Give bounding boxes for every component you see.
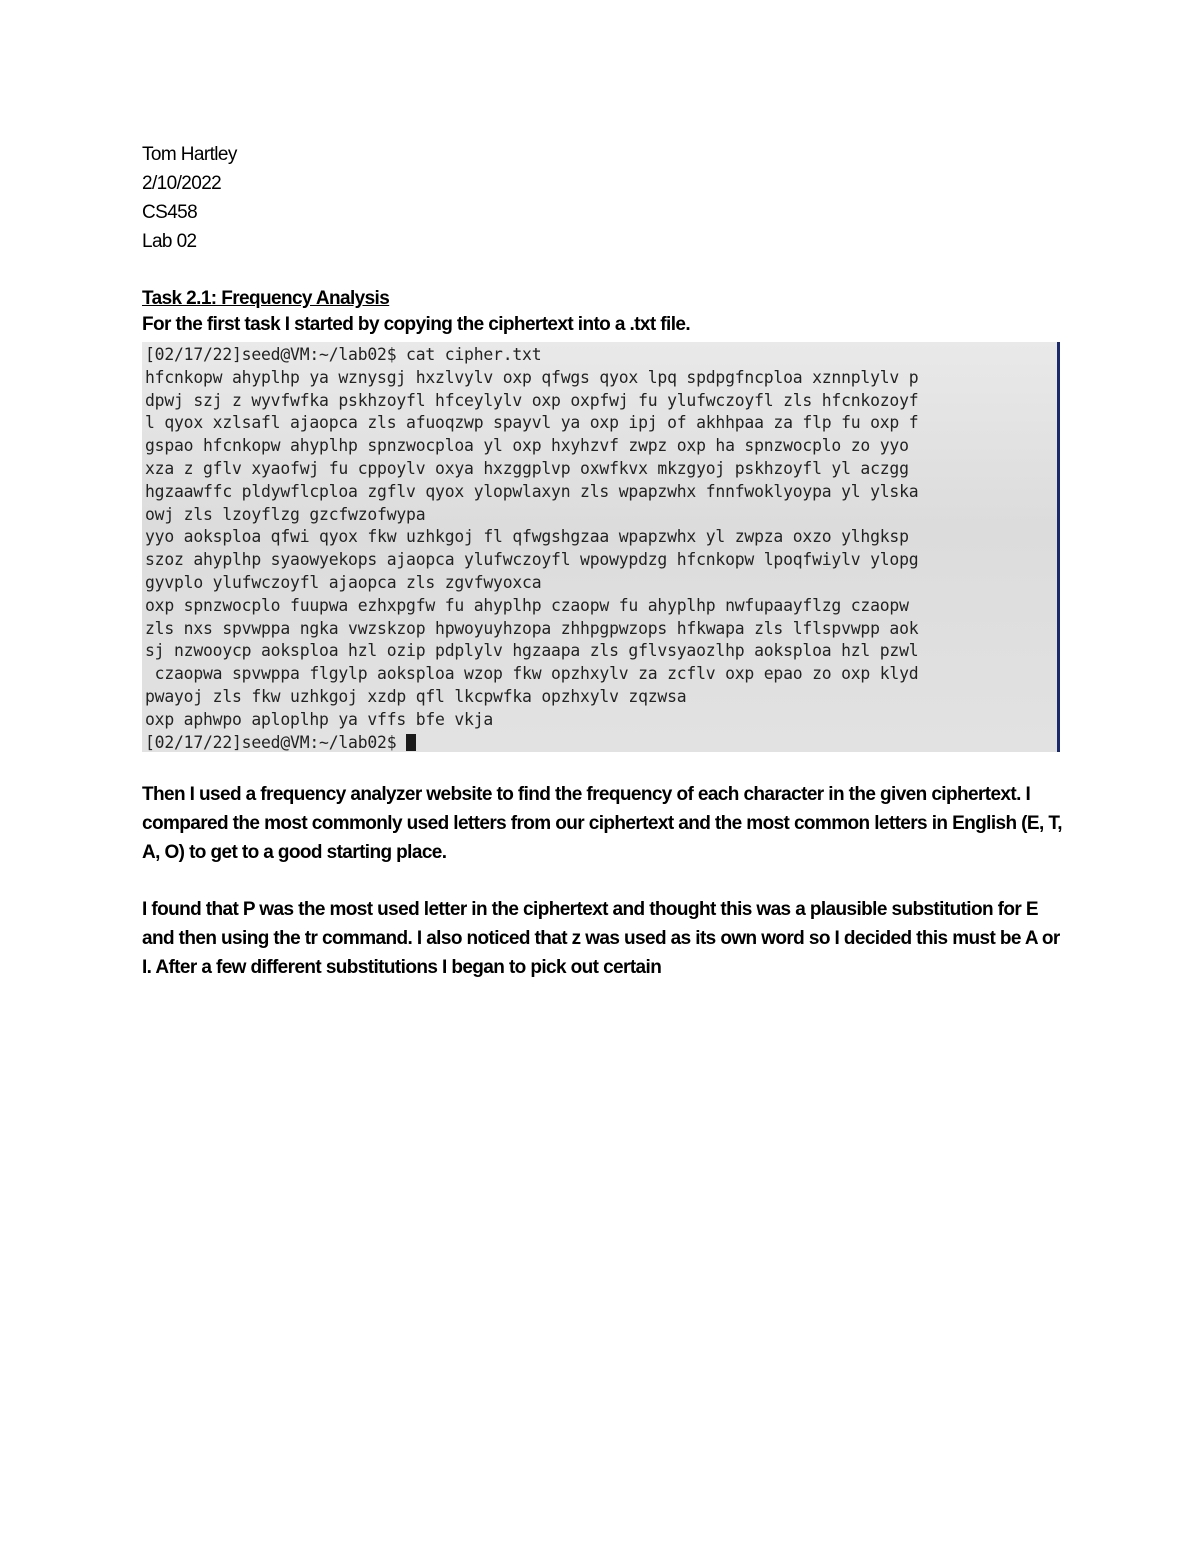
scrollbar-marker	[1057, 746, 1060, 752]
terminal-output	[145, 367, 1057, 732]
terminal-output-line: gspao hfcnkopw ahyplhp spnzwocploa yl oxp hxyhzvf zwpz oxp ha spnzwocplo zo yyo	[145, 436, 909, 456]
terminal-screenshot	[142, 342, 1060, 752]
lab-number: Lab 02	[142, 231, 197, 252]
paragraph-substitution: I found that P was the most used letter in the ciphertext and thought this was a plausible substitution for E and then using the tr command. I also noticed that z was used as its own word so I decided this must be A or I. After a few different substitutions I began to pick out certain	[142, 899, 1060, 978]
terminal-output-line: xza z gflv xyaofwj fu cppoylv oxya hxzggplvp oxwfkvx mkzgyoj pskhzoyfl yl aczgg	[145, 458, 909, 478]
paragraph-frequency-analyzer: Then I used a frequency analyzer website to find the frequency of each character in the given ciphertext. I compared the most commonly used letters from our ciphertext and the most common letters in English (E, T, A, O) to get to a good starting place.	[142, 784, 1062, 863]
task-intro-text: For the first task I started by copying the ciphertext into a .txt file.	[142, 314, 691, 335]
terminal-output-line: oxp aphwpo aploplhp ya vffs bfe vkja	[145, 709, 494, 729]
terminal-command-line: [02/17/22]seed@VM:~/lab02$ cat cipher.txt	[145, 345, 542, 364]
terminal-output-line: gyvplo ylufwczoyfl ajaopca zls zgvfwyoxca	[145, 572, 542, 592]
author-name: Tom Hartley	[142, 144, 237, 165]
terminal-output-line: hfcnkopw ahyplhp ya wznysgj hxzlvylv oxp qfwgs qyox lpq spdpgfncploa xznnplylv p	[145, 367, 919, 387]
terminal-cursor	[406, 734, 416, 751]
course-code: CS458	[142, 202, 198, 223]
terminal-prompt	[145, 732, 1057, 752]
terminal-prompt-text: [02/17/22]seed@VM:~/lab02$	[145, 732, 407, 752]
document-date: 2/10/2022	[142, 173, 222, 194]
task-heading: Task 2.1: Frequency Analysis	[142, 288, 390, 309]
terminal-output-line: l qyox xzlsafl ajaopca zls afuoqzwp spayvl ya oxp ipj of akhhpaa za flp fu oxp f	[145, 413, 919, 433]
document-page	[142, 140, 1072, 982]
terminal-output-line: dpwj szj z wyvfwfka pskhzoyfl hfceylylv oxp oxpfwj fu ylufwczoyfl zls hfcnkozoyf	[145, 390, 919, 410]
terminal-output-line: szoz ahyplhp syaowyekops ajaopca ylufwczoyfl wpowypdzg hfcnkopw lpoqfwiylv ylopg	[145, 550, 919, 570]
terminal-output-line: oxp spnzwocplo fuupwa ezhxpgfw fu ahyplhp czaopw fu ahyplhp nwfupaayflzg czaopw	[145, 595, 909, 615]
terminal-output-line: yyo aoksploa qfwi qyox fkw uzhkgoj fl qfwgshgzaa wpapzwhx yl zwpza oxzo ylhgksp	[145, 527, 909, 547]
terminal-output-line: sj nzwooycp aoksploa hzl ozip pdplylv hgzaapa zls gflvsyaozlhp aoksploa hzl pzwl	[145, 641, 919, 661]
terminal-output-line: owj zls lzoyflzg gzcfwzofwypa	[145, 504, 426, 524]
terminal-output-line: czaopwa spvwppa flgylp aoksploa wzop fkw opzhxylv za zcflv oxp epao zo oxp klyd	[145, 664, 919, 684]
terminal-output-line: pwayoj zls fkw uzhkgoj xzdp qfl lkcpwfka opzhxylv zqzwsa	[145, 686, 687, 706]
terminal-output-line: hgzaawffc pldywflcploa zgflv qyox ylopwlaxyn zls wpapzwhx fnnfwoklyoypa yl ylska	[145, 481, 919, 501]
terminal-output-line: zls nxs spvwppa ngka vwzskzop hpwoyuyhzopa zhhpgpwzops hfkwapa zls lflspvwpp aok	[145, 618, 919, 638]
